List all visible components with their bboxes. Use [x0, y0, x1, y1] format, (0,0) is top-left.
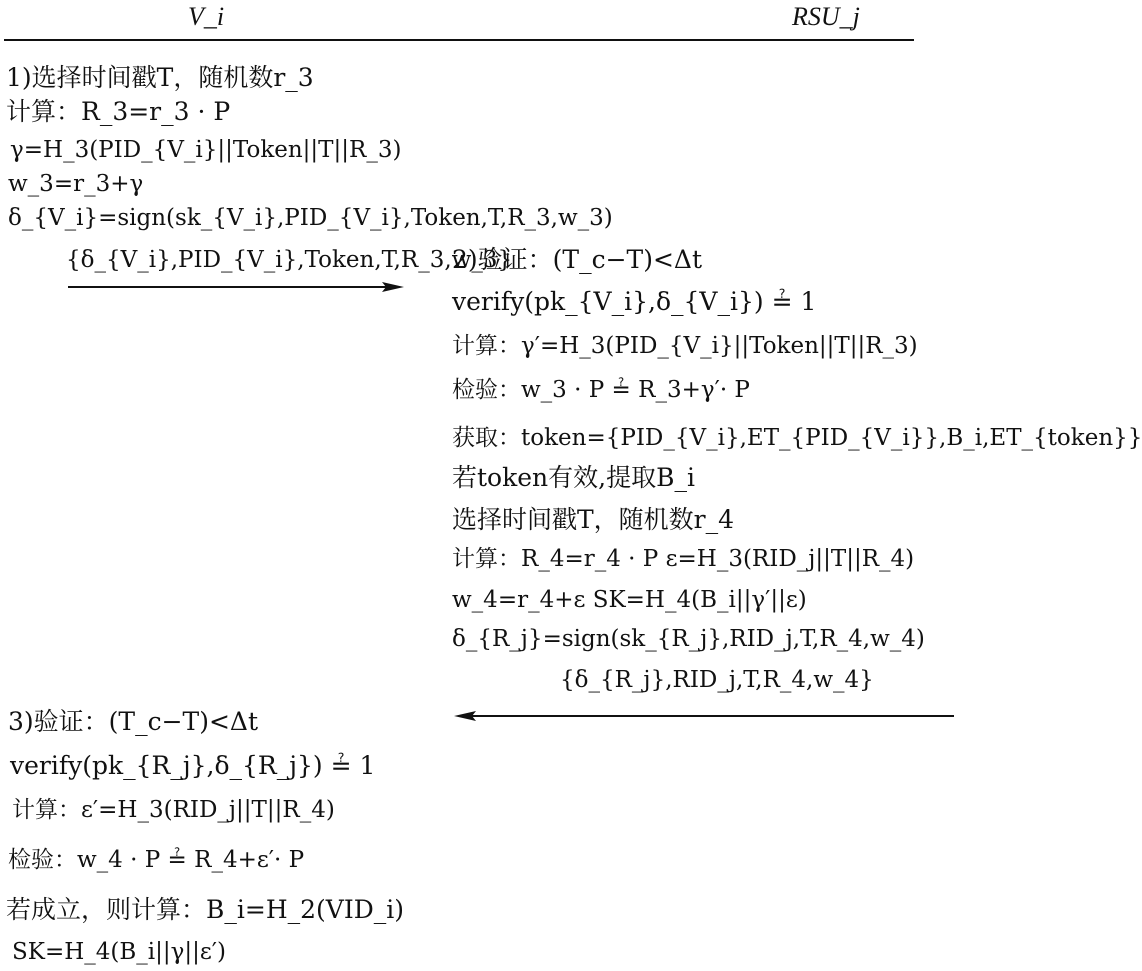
step1-line-3: γ=H_3(PID_{V_i}||Token||T||R_3): [10, 137, 402, 163]
step3-line-3: 计算：ε′=H_3(RID_j||T||R_4): [12, 797, 335, 823]
step3-line-4: 检验：w_4 · P ≟ R_4+ε′· P: [8, 847, 305, 873]
step2-line-10: δ_{R_j}=sign(sk_{R_j},RID_j,T,R_4,w_4): [452, 626, 925, 652]
step2-line-4: 检验：w_3 · P ≟ R_3+γ′· P: [452, 377, 750, 403]
step2-line-8: 计算：R_4=r_4 · P ε=H_3(RID_j||T||R_4): [452, 546, 915, 572]
vehicle-label: V_i: [188, 2, 225, 31]
step2-line-1: 2)验证：(T_c−T)<Δt: [452, 245, 703, 274]
message-to-rsu: {δ_{V_i},PID_{V_i},Token,T,R_3,w_3}: [66, 247, 513, 273]
arrow-to-vehicle: [454, 711, 954, 721]
arrow-to-rsu: [68, 282, 404, 292]
step2-line-9: w_4=r_4+ε SK=H_4(B_i||γ′||ε): [452, 587, 807, 613]
step1-line-2: 计算：R_3=r_3 · P: [6, 97, 231, 126]
step3-line-1: 3)验证：(T_c−T)<Δt: [8, 707, 259, 736]
step3-line-6: SK=H_4(B_i||γ||ε′): [12, 939, 226, 965]
step2-line-6: 若token有效,提取B_i: [452, 463, 695, 492]
step2-line-5: 获取：token={PID_{V_i},ET_{PID_{V_i}},B_i,ET_{token}}: [452, 425, 1142, 451]
step2-line-7: 选择时间戳T，随机数r_4: [452, 505, 735, 534]
step3-line-5: 若成立，则计算：B_i=H_2(VID_i): [6, 895, 404, 924]
step1-line-5: δ_{V_i}=sign(sk_{V_i},PID_{V_i},Token,T,R_3,w_3): [8, 205, 613, 231]
rsu-label: RSU_j: [792, 2, 860, 31]
step2-line-2: verify(pk_{V_i},δ_{V_i}) ≟ 1: [452, 287, 817, 316]
step2-line-3: 计算：γ′=H_3(PID_{V_i}||Token||T||R_3): [452, 333, 918, 359]
step1-line-4: w_3=r_3+γ: [8, 171, 144, 197]
step1-line-1: 1)选择时间戳T，随机数r_3: [6, 63, 314, 92]
message-to-vehicle: {δ_{R_j},RID_j,T,R_4,w_4}: [560, 667, 874, 693]
step3-line-2: verify(pk_{R_j},δ_{R_j}) ≟ 1: [10, 751, 376, 780]
